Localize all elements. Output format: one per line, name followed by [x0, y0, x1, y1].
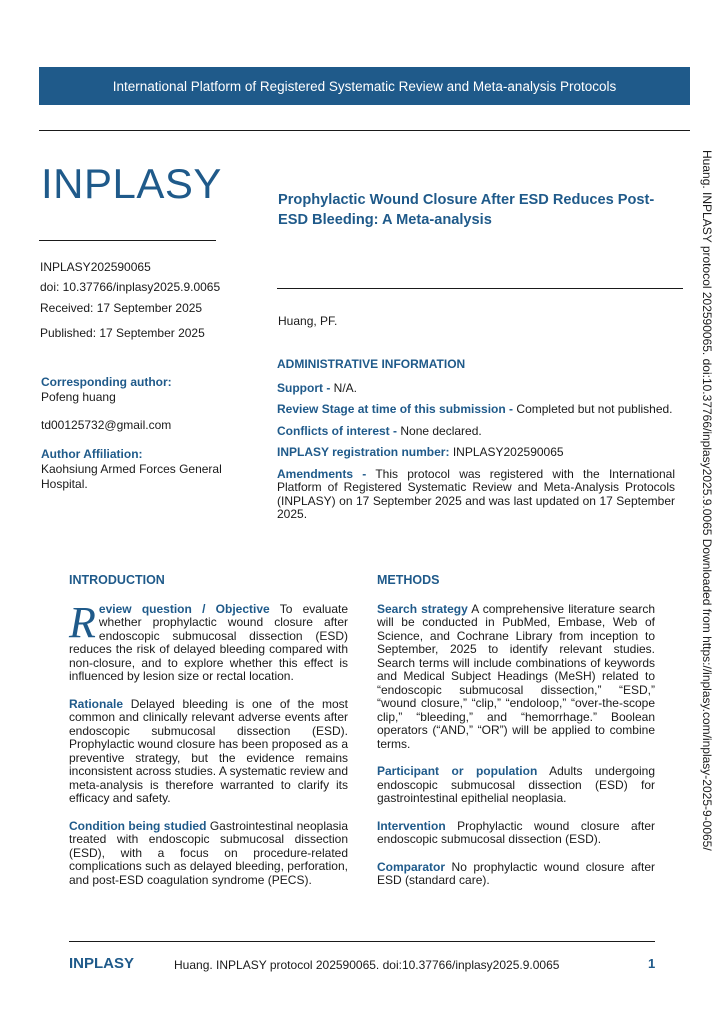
- review-question-paragraph: Review question / Objective To evaluate whether prophylactic wound closure after endoscopic submucosal dissection (ESD) reduces the risk of delayed bleeding compared with non-closure, and to explore whether this effect is influenced by lesion size or rectal location.: [69, 597, 349, 683]
- intervention-paragraph: Intervention Prophylactic wound closure after endoscopic submucosal dissection (ESD).: [377, 818, 655, 846]
- participant-paragraph: Participant or population Adults undergoing endoscopic submucosal dissection (ESD) for gastrointestinal epithelial neoplasia.: [377, 764, 655, 805]
- affiliation-block: [41, 447, 241, 492]
- comparator-paragraph: Comparator No prophylactic wound closure after ESD (standard care).: [377, 859, 655, 887]
- title-divider: [277, 288, 683, 289]
- review-stage-line: Review Stage at time of this submission - Completed but not published.: [277, 402, 673, 416]
- conflicts-line: Conflicts of interest - None declared.: [277, 423, 482, 438]
- admin-heading: ADMINISTRATIVE INFORMATION: [277, 357, 466, 371]
- top-divider: [39, 130, 690, 131]
- corresponding-author-label: Corresponding author:: [41, 375, 172, 389]
- published-date: Published: 17 September 2025: [40, 326, 205, 340]
- registration-line: INPLASY registration number: INPLASY202590065: [277, 445, 564, 459]
- corresponding-author-block: [41, 375, 241, 405]
- search-strategy-paragraph: Search strategy A comprehensive literature search will be conducted in PubMed, Embase, Web of Science, and Cochrane Library from inception to September, 2025 to identify relevant studies. Search terms will include combinations of keywords and Medical Subject Headings (MeSH) related to “endoscopic submucosal dissection,” “ESD,” “wound closure,” “clip,” “endoloop,” “over-the-scope clip,” “bleeding,” and “hemorrhage.” Boolean operators (“AND,” “OR”) will be applied to combine terms.: [377, 601, 655, 751]
- authors: Huang, PF.: [278, 314, 338, 328]
- methods-heading: METHODS: [377, 573, 440, 587]
- footer-citation: Huang. INPLASY protocol 202590065. doi:10.37766/inplasy2025.9.0065: [174, 958, 560, 972]
- received-date: Received: 17 September 2025: [40, 301, 203, 315]
- footer-logo: INPLASY: [69, 955, 135, 972]
- page-number: 1: [648, 956, 656, 971]
- doi-line: doi: 10.37766/inplasy2025.9.0065: [40, 280, 221, 294]
- introduction-heading: INTRODUCTION: [69, 573, 165, 587]
- corresponding-email: td00125732@gmail.com: [41, 418, 172, 432]
- header-banner: International Platform of Registered Systematic Review and Meta-analysis Protocols: [39, 67, 690, 105]
- affiliation-value: Kaohsiung Armed Forces General Hospital.: [41, 462, 222, 491]
- support-line: Support - N/A.: [277, 380, 357, 395]
- inplasy-logo: INPLASY: [41, 160, 222, 207]
- article-title: Prophylactic Wound Closure After ESD Reduces Post-ESD Bleeding: A Meta-analysis: [278, 192, 655, 228]
- amendments-line: Amendments - This protocol was registered with the International Platform of Registered Systematic Review and Meta-Analysis Protocols (INPLASY) on 17 September 2025 and was last updated on 17 September 2025.: [277, 466, 675, 521]
- introduction-column: [69, 574, 348, 901]
- protocol-id: INPLASY202590065: [40, 260, 151, 274]
- rationale-paragraph: Rationale Delayed bleeding is one of the most common and clinically relevant adverse events after endoscopic submucosal dissection (ESD). Prophylactic wound closure has been proposed as a preventive strategy, but the evidence remains inconsistent across studies. A systematic review and meta-analysis is therefore warranted to clarify its efficacy and safety.: [69, 696, 348, 805]
- methods-column: [377, 574, 655, 902]
- drop-cap: R: [69, 597, 96, 647]
- logo-underline: [39, 240, 216, 241]
- administrative-information: [277, 358, 675, 530]
- affiliation-label: Author Affiliation:: [41, 447, 143, 461]
- condition-paragraph: Condition being studied Gastrointestinal neoplasia treated with endoscopic submucosal dissection (ESD), with a focus on procedure-related complications such as delayed bleeding, perforation, and post-ESD coagulation syndrome (PECS).: [69, 818, 348, 887]
- corresponding-author-name: Pofeng huang: [41, 390, 116, 404]
- footer-divider: [69, 941, 655, 942]
- side-citation: Huang. INPLASY protocol 202590065. doi:10.37766/inplasy2025.9.0065 Downloaded from https://inplasy.com/inplasy-2025-9-0065/: [700, 150, 714, 851]
